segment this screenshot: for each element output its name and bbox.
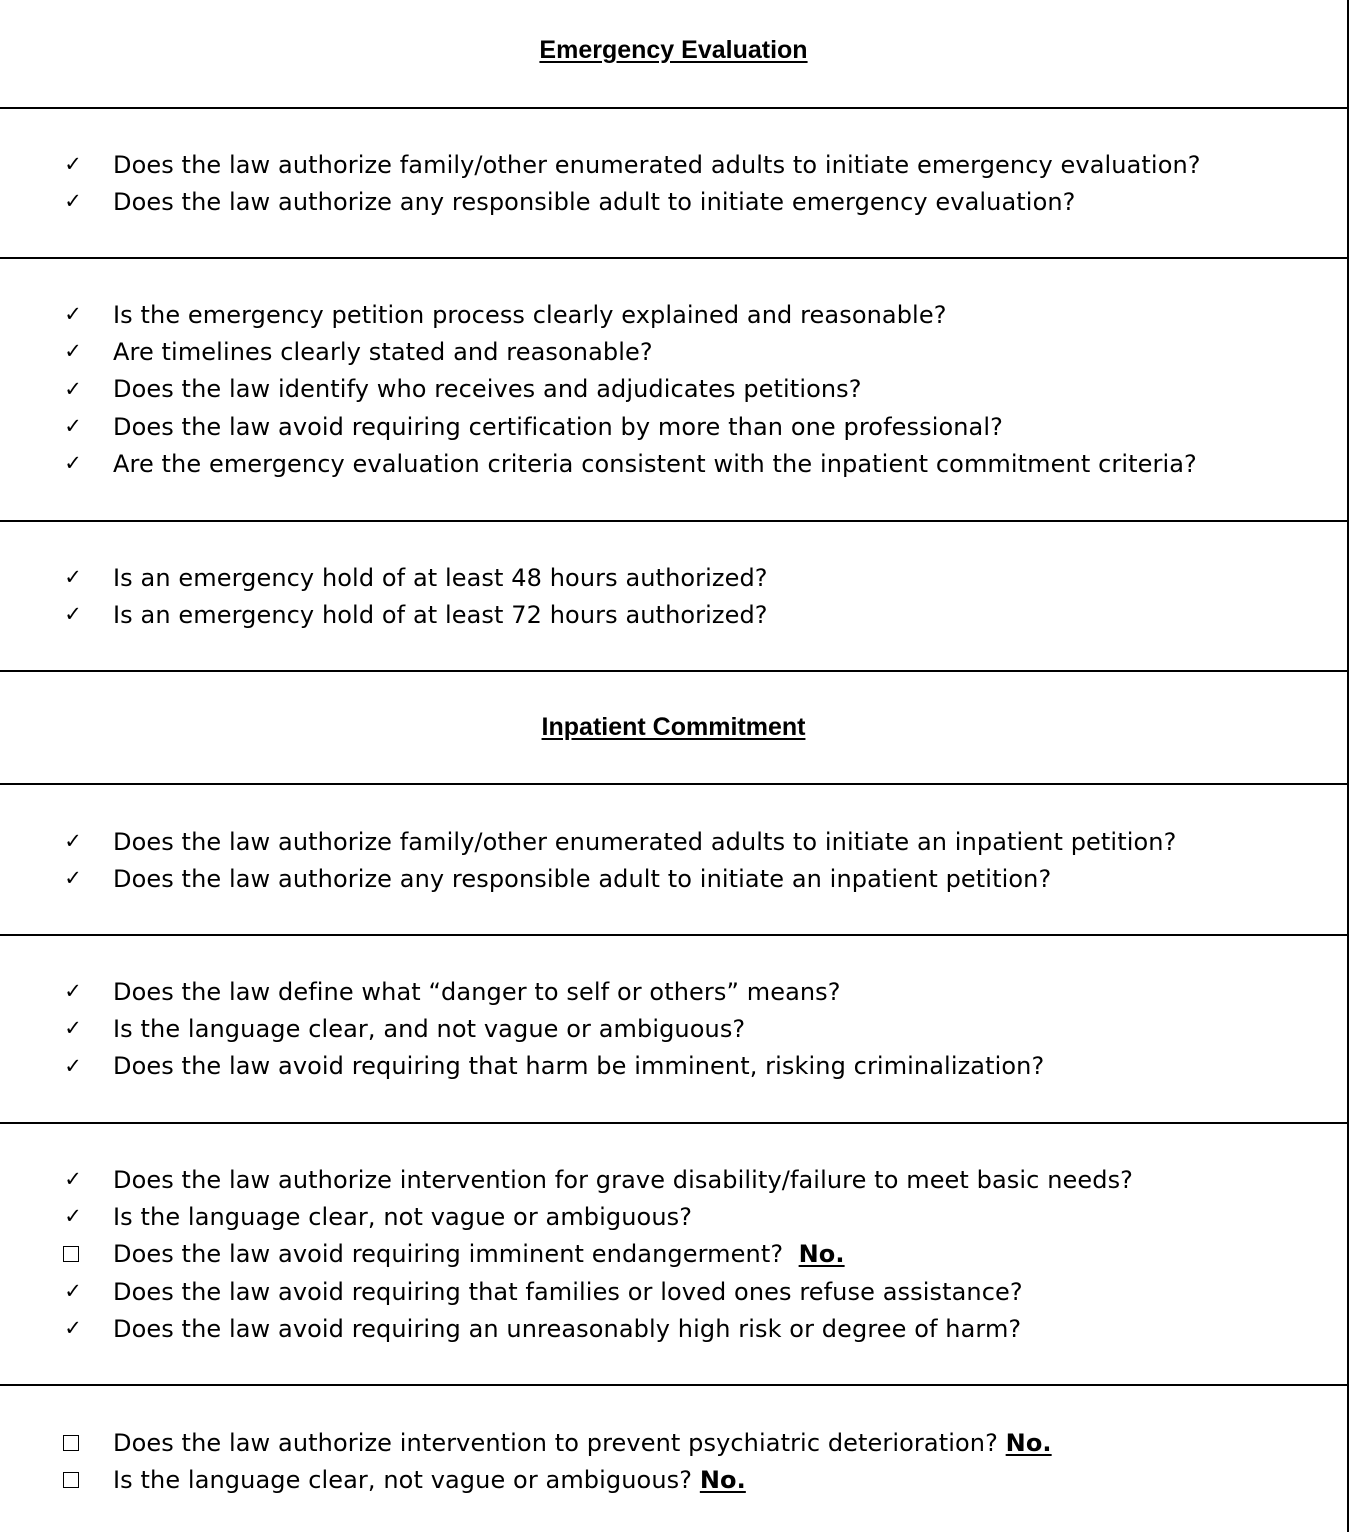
item-text: Does the law identify who receives and adjudicates petitions? (113, 375, 862, 404)
checkmark-icon: ✓ (64, 339, 82, 364)
checklist-group (0, 973, 1347, 1085)
checklist-item (0, 1010, 1347, 1047)
checklist-item (0, 333, 1347, 370)
answer-no: No. (699, 1465, 746, 1494)
checkmark-icon: ✓ (64, 979, 82, 1004)
divider (0, 107, 1347, 109)
checkmark-icon: ✓ (64, 189, 82, 214)
checkmark-icon: ✓ (64, 414, 82, 439)
checkmark-icon: ✓ (64, 866, 82, 891)
checkmark-icon: ✓ (64, 565, 82, 590)
checklist-item (0, 1048, 1347, 1085)
empty-checkbox-icon (63, 1472, 79, 1488)
checkmark-icon: ✓ (64, 1279, 82, 1304)
item-text: Does the law avoid requiring an unreasonably high risk or degree of harm? (113, 1314, 1022, 1343)
checklist-item (0, 1310, 1347, 1347)
checklist-item (0, 823, 1347, 860)
divider (0, 1384, 1347, 1386)
checklist-item (0, 371, 1347, 408)
item-text: Does the law authorize any responsible adult to initiate an inpatient petition? (113, 864, 1052, 893)
checkmark-icon: ✓ (64, 302, 82, 327)
checkmark-icon: ✓ (64, 376, 82, 401)
item-text: Does the law authorize family/other enumerated adults to initiate an inpatient petition? (113, 827, 1177, 856)
checklist-item (0, 1161, 1347, 1198)
item-text: Is the emergency petition process clearly explained and reasonable? (113, 300, 947, 329)
item-text: Does the law define what “danger to self or others” means? (113, 977, 841, 1006)
checkmark-icon: ✓ (64, 1204, 82, 1229)
answer-no: No. (1005, 1428, 1052, 1457)
checkmark-icon: ✓ (64, 152, 82, 177)
checklist-item (0, 1236, 1347, 1273)
divider (0, 934, 1347, 936)
item-text: Is the language clear, not vague or ambiguous? (113, 1202, 693, 1231)
item-text: Is the language clear, and not vague or ambiguous? (113, 1014, 746, 1043)
item-text: Does the law avoid requiring that families or loved ones refuse assistance? (113, 1277, 1023, 1306)
checklist-item (0, 146, 1347, 183)
checklist-group (0, 823, 1347, 898)
item-text: Are the emergency evaluation criteria consistent with the inpatient commitment criteria? (113, 449, 1197, 478)
checklist-item (0, 973, 1347, 1010)
checklist-item (0, 445, 1347, 482)
section-title-inpatient-commitment: Inpatient Commitment (541, 713, 806, 741)
checklist-item (0, 183, 1347, 220)
item-text: Does the law authorize any responsible adult to initiate emergency evaluation? (113, 187, 1076, 216)
checklist-item (0, 860, 1347, 897)
checklist-item (0, 1273, 1347, 1310)
checkmark-icon: ✓ (64, 1053, 82, 1078)
checklist-group (0, 146, 1347, 221)
checklist-group (0, 296, 1347, 482)
checklist-group (0, 1424, 1347, 1499)
checkmark-icon: ✓ (64, 1316, 82, 1341)
checklist-item (0, 296, 1347, 333)
checklist-item (0, 559, 1347, 596)
section-title-emergency-evaluation: Emergency Evaluation (539, 36, 808, 64)
answer-no: No. (798, 1240, 845, 1269)
item-text: Does the law avoid requiring that harm be imminent, risking criminalization? (113, 1052, 1045, 1081)
checkmark-icon: ✓ (64, 1167, 82, 1192)
checklist-item (0, 1198, 1347, 1235)
item-text: Does the law avoid requiring certification by more than one professional? (113, 412, 1003, 441)
empty-checkbox-icon (63, 1246, 79, 1262)
divider (0, 257, 1347, 259)
checklist-group (0, 1161, 1347, 1347)
divider (0, 670, 1347, 672)
empty-checkbox-icon (63, 1435, 79, 1451)
checklist-group (0, 559, 1347, 634)
checkmark-icon: ✓ (64, 1016, 82, 1041)
item-text: Are timelines clearly stated and reasonable? (113, 337, 653, 366)
item-text: Is an emergency hold of at least 72 hours authorized? (113, 600, 768, 629)
checklist-item (0, 408, 1347, 445)
item-text: Is an emergency hold of at least 48 hours authorized? (113, 563, 768, 592)
divider (0, 1122, 1347, 1124)
checklist-item (0, 1424, 1347, 1461)
item-text: Does the law authorize intervention for grave disability/failure to meet basic needs? (113, 1165, 1134, 1194)
item-text: Does the law avoid requiring imminent endangerment? No. (113, 1240, 845, 1269)
checklist-item (0, 596, 1347, 633)
checkmark-icon: ✓ (64, 829, 82, 854)
checkmark-icon: ✓ (64, 451, 82, 476)
checkmark-icon: ✓ (64, 602, 82, 627)
item-text: Does the law authorize family/other enumerated adults to initiate emergency evaluation? (113, 150, 1201, 179)
divider (0, 783, 1347, 785)
checklist-item (0, 1461, 1347, 1498)
item-text: Is the language clear, not vague or ambiguous? No. (113, 1465, 746, 1494)
item-text: Does the law authorize intervention to prevent psychiatric deterioration? No. (113, 1428, 1052, 1457)
divider (0, 520, 1347, 522)
